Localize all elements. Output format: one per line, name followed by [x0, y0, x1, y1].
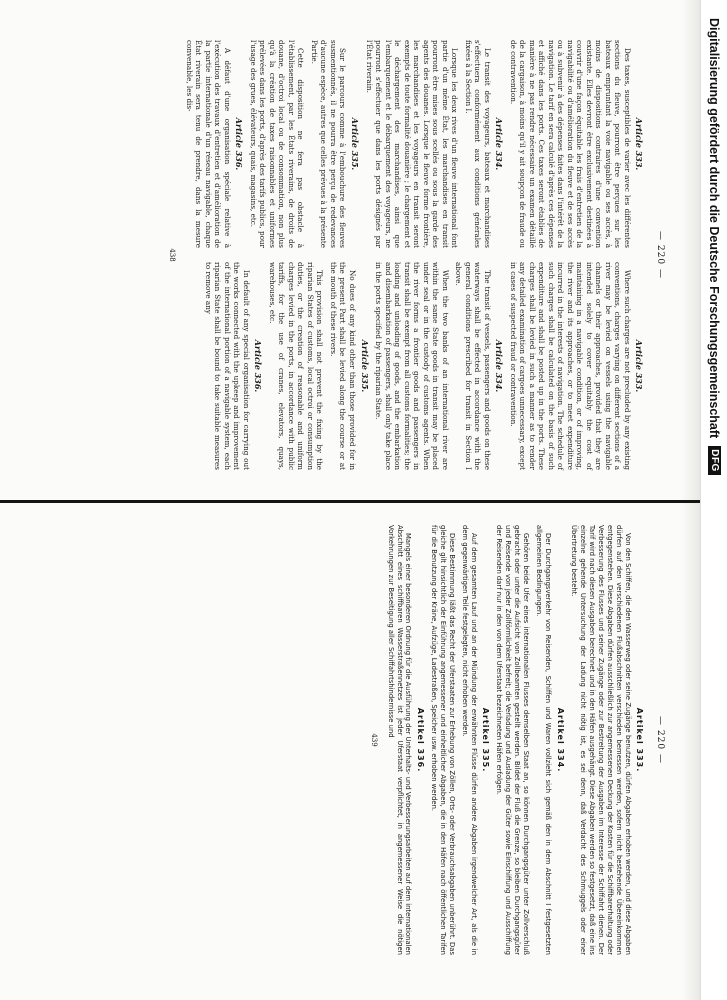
- english-column: [180, 262, 647, 470]
- dfg-logo: DFG: [708, 446, 721, 475]
- article-paragraph: Cette disposition ne fera pas obstacle à l'établissement, par les États riverains, de droits de douane, d'octroi local ou de consommation, non plus qu'à la création de taxes raisonnables et uniformes prélevées dans les ports, d'après des tarifs publics, pour l'usage des grues, élévateurs, quais, magasins, etc.: [248, 40, 306, 248]
- article-paragraph: Sur le parcours comme à l'embouchure des fleuves susmentionnés, il ne pourra être perçu de redevances d'aucune espèce, autres que celles prévues à la présente Partie.: [309, 40, 348, 248]
- article-paragraph: Lorsque les deux rives d'un fleuve international font partie d'un même État, les marchandises en transit pourront être mises sous scellés ou sous la garde des agents des douanes. Lorsque le fleuve forme frontière, les marchandises et les voyageurs en transit seront exempts de toute formalité douanière ; le chargement et le déchargement des marchandises, ainsi que l'embarquement et le débarquement des voyageurs, ne pourront s'effectuer que dans les ports désignés par l'État riverain.: [364, 40, 460, 248]
- article-heading: Article 333.: [634, 339, 645, 393]
- article-paragraph: Von den Schiffen, die den Wasserweg oder seine Zugänge benutzen, dürfen Abgaben erhoben werden, und diese Abgaben dürfen auf den verschiedenen Flußabschnitten verschieden bemessen werden, sofern nicht bestehende Übereinkommen entgegenstehen. Diese Abgaben dürfen ausschließlich zur angemessenen Deckung der Kosten für die Schiffbarerhaltung oder Verbesserung des Flusses und seiner Zugänge oder zur Bestreitung der Ausgaben im Interesse der Schiffahrt dienen. Der Tarif wird nach diesen Ausgaben berechnet und in den Häfen ausgehängt. Diese Abgaben werden so festgesetzt, daß eine ins einzelne gehende Untersuchung der Ladung nicht nötig ist, es sei denn, daß Verdacht des Schmuggels oder einer Übertretung besteht.: [569, 525, 632, 955]
- article-paragraph: This provision shall not prevent the fixing by the riparian States of customs, local octroi or consumption duties, or the creation of reasonable and uniform charges levied in the ports, in accordance with public tariffs, for the use of cranes, elevators, quays, warehouses, etc.: [267, 262, 325, 470]
- french-column: [180, 40, 647, 248]
- page-footer: 439: [369, 733, 378, 747]
- article-paragraph: Diese Bestimmung läßt das Recht der Uferstaaten zur Erhebung von Zöllen, Orts- oder Verbrauchsabgaben unberührt. Das gleiche gilt hinsichtlich der Einführung angemessener und einheitlicher Abgaben, die in den Häfen nach öffentlichen Tarifen für die Benutzung der Kräne, Aufzüge, Ladestraßen, Speicher usw. erhoben werden.: [430, 525, 456, 955]
- left-page: [25, 40, 665, 470]
- article-heading: Artikel 333.: [635, 707, 645, 773]
- article-heading: Article 333.: [634, 117, 645, 171]
- article-heading: Article 336.: [234, 117, 245, 171]
- right-page: [25, 525, 665, 955]
- article-paragraph: Gehören beide Ufer eines internationalen Flusses demselben Staat an, so können Durchgangsgüter unter Zollverschluß gebracht oder unter die Aufsicht von Zollbeamten gestellt werden. Bildet der Fluß die Grenze, so bleiben Durchgangsgüter und Reisende von jeder Zollförmlichkeit befreit; die Verladung und Ausladung der Güter sowie Einschiffung und Ausschiffung der Reisenden darf nur in den von dem Uferstaat bezeichneten Häfen erfolgen.: [495, 525, 531, 955]
- article-paragraph: A défaut d'une organisation spéciale relative à l'exécution des travaux d'entretien et d'amélioration de la partie internationale d'un réseau navigable, chaque État riverain sera tenu de prendre, dans la mesure convenable, les dis-: [184, 40, 232, 248]
- article-heading: Artikel 335.: [481, 707, 491, 773]
- page-gutter: [0, 500, 700, 503]
- article-heading: Article 334.: [494, 339, 505, 393]
- article-heading: Article 336.: [253, 339, 264, 393]
- article-paragraph: Der Durchgangsverkehr von Reisenden, Schiffen und Waren vollzieht sich gemäß den in dem Abschnitt I festgesetzten allgemeinen Bedingungen.: [535, 525, 553, 955]
- page-number: — 220 —: [655, 716, 665, 764]
- article-paragraph: Des taxes, susceptibles de varier avec les différentes sections du fleuve, pourront être perçues sur les bateaux empruntant la voie navigable ou ses accès, à moins de dispositions contraires d'une convention existante. Elles devront être exclusivement destinées à couvrir d'une façon équitable les frais d'entretien de la navigabilité ou d'amélioration du fleuve et de ses accès ou à subvenir à des dépenses faites dans l'intérêt de la navigation. Le tarif en sera calculé d'après ces dépenses et affiché dans les ports. Ces taxes seront établies de manière à ne pas rendre nécessaire un examen détaillé de la cargaison, à moins qu'il y ait soupçon de fraude ou de contravention.: [508, 40, 632, 248]
- article-paragraph: Mangels einer besonderen Ordnung für die Ausführung der Unterhalts- und Verbesserungsarbeiten auf dem internationalen Abschnitt eines schiffbaren Wasserstraßennetzes ist jeder Uferstaat verpflichtet, in angemessener Weise die nötigen Vorkehrungen zur Beseitigung aller Schiffahrtshindernisse und: [386, 525, 413, 955]
- page-footer: 438: [168, 248, 177, 262]
- article-heading: Article 335.: [350, 117, 361, 171]
- german-column: [382, 525, 648, 955]
- article-paragraph: In default of any special organisation for carrying out the works connected with the upkeep and improvement of the international portion of a navigable system, each riparian State shall be bound to take suitable measures to remove any: [203, 262, 251, 470]
- article-paragraph: When the two banks of an international river are within the same State goods in transit may be placed under seal or in the custody of customs agents. When the river forms a frontier goods and passengers in transit shall be exempt from all customs formalities; the loading and unloading of goods, and the embarkation and disembarkation of passengers, shall only take place in the ports specified by the riparian State.: [374, 262, 450, 470]
- article-paragraph: Where such charges are not precluded by any existing conventions, charges varying on different sections of a river may be levied on vessels using the navigable channels or their approaches, provided that they are intended solely to cover equitably the cost of maintaining in a navigable condition, or of improving, the river and its approaches, or to meet expenditure incurred in the interests of navigation. The schedule of such charges shall be calculated on the basis of such expenditure and shall be posted up in the ports. These charges shall be levied in such a manner as to render any detailed examination of cargoes unnecessary, except in cases of suspected fraud or contravention.: [508, 262, 632, 470]
- article-paragraph: Le transit des voyageurs, bateaux et marchandises s'effectuera conformément aux conditions générales fixées à la Section I.: [463, 40, 492, 248]
- funding-text: Digitalisierung gefördert durch die Deutsche Forschungsgemeinschaft: [707, 18, 722, 439]
- funding-banner: [700, 0, 727, 1000]
- article-paragraph: Auf dem gesamten Lauf und an der Mündung der erwähnten Flüsse dürfen andere Abgaben irgendwelcher Art, als die in dem gegenwärtigen Teile festgelegten, nicht erhoben werden.: [460, 525, 478, 955]
- article-heading: Article 334.: [494, 117, 505, 171]
- article-paragraph: No dues of any kind other than those provided for in the present Part shall be levied along the course or at the mouth of these rivers.: [328, 262, 357, 470]
- article-heading: Artikel 334.: [555, 707, 565, 773]
- page-number: — 220 —: [655, 231, 665, 279]
- article-paragraph: The transit of vessels, passengers and goods on these waterways shall be effected in accordance with the general conditions prescribed for transit in Section I above.: [454, 262, 492, 470]
- article-heading: Artikel 336.: [416, 707, 426, 773]
- article-heading: Article 335.: [359, 339, 370, 393]
